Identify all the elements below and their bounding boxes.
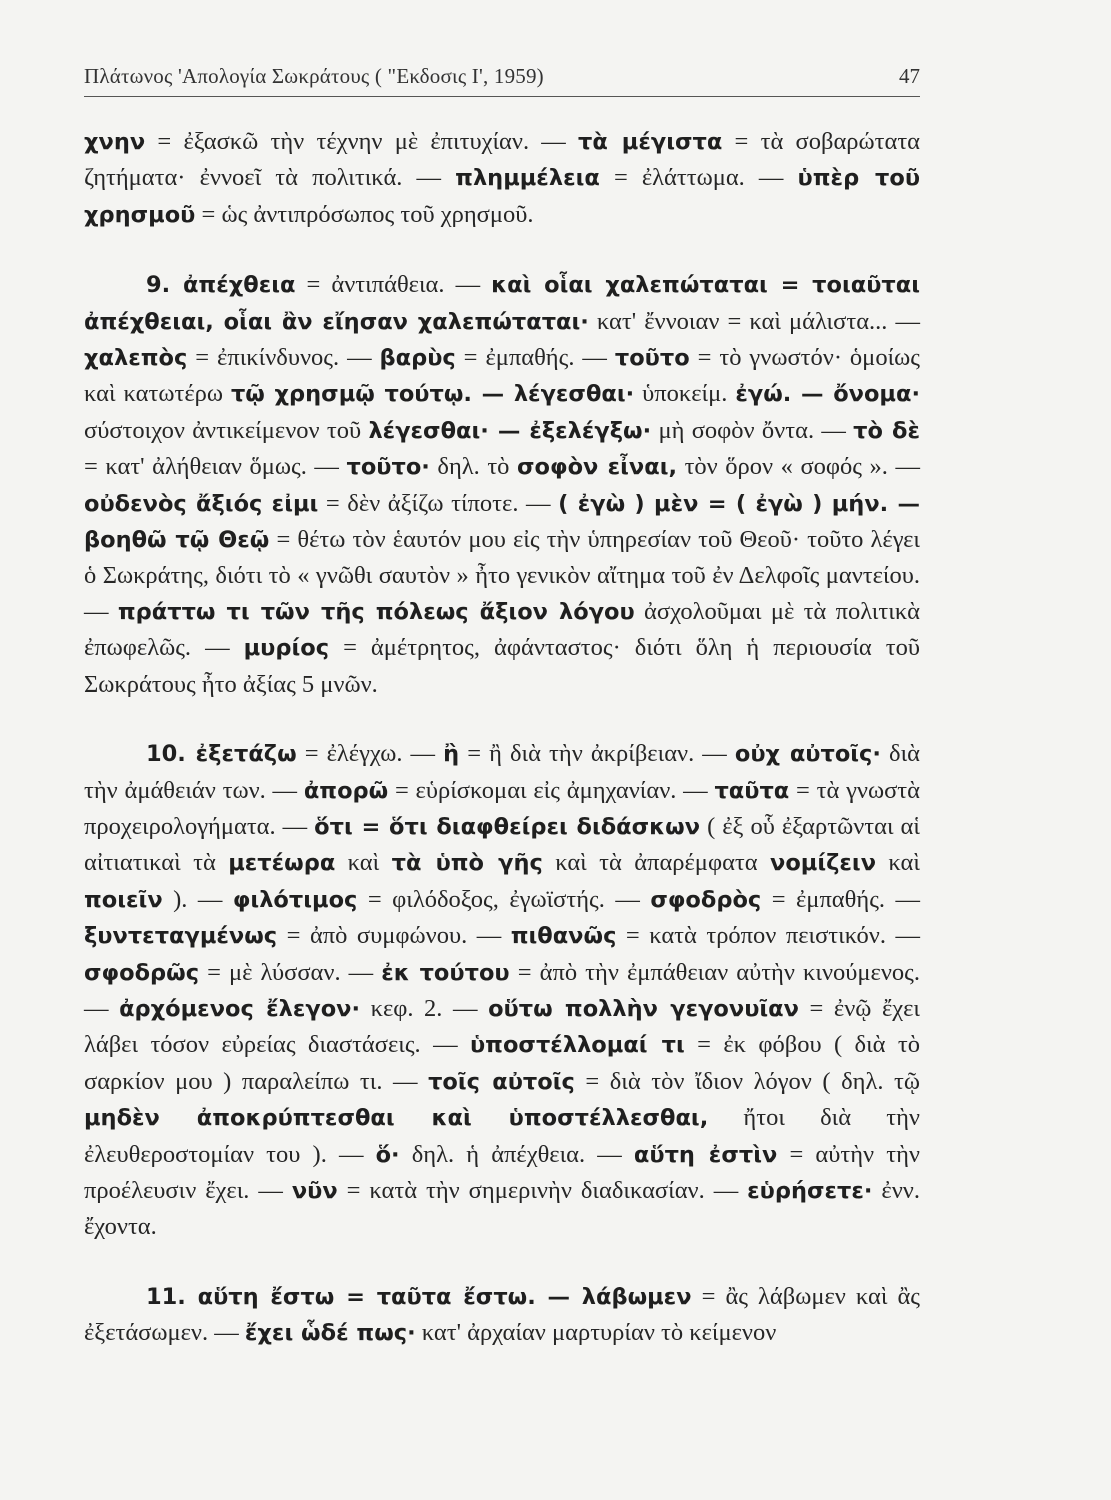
lemma-term: ἢ	[443, 741, 460, 768]
gloss-text: = φιλόδοξος, ἐγωϊστής. —	[357, 885, 651, 913]
lemma-term: ὑποστέλλομαί τι	[469, 1032, 685, 1059]
gloss-text: ἤτοι διὰ τὴν ἐλευθεροστομίαν του ). —	[84, 1104, 920, 1168]
gloss-text: κεφ. 2. —	[360, 994, 489, 1022]
lemma-term: αὕτη ἐστὶν	[633, 1141, 778, 1168]
lemma-term: ἐκ τούτου	[381, 959, 510, 986]
lemma-term: νῦν	[291, 1177, 338, 1204]
gloss-text: = κατὰ τρόπον πειστικόν. —	[616, 922, 920, 950]
gloss-text: = ἢ διὰ τὴν ἀκρίβειαν. —	[459, 740, 735, 768]
lemma-term: τοῦτο	[614, 345, 690, 372]
paragraph-11	[84, 1279, 920, 1352]
lemma-term: σφοδρῶς	[84, 959, 200, 986]
lemma-term: τῷ χρησμῷ τούτῳ. — λέγεσθαι·	[230, 381, 635, 408]
gloss-text: ἀσχολοῦμαι μὲ τὰ πολιτικὰ ἐπωφελῶς. —	[84, 597, 921, 662]
gloss-text: μὴ σοφὸν ὄντα. —	[651, 416, 854, 444]
gloss-text: = διὰ τὸν ἴδιον λόγον ( δηλ. τῷ	[574, 1067, 920, 1095]
paragraph-9	[84, 267, 920, 702]
lemma-term: ὑπὲρ τοῦ χρησμοῦ	[84, 165, 921, 228]
lemma-term: πλημμέλεια	[455, 165, 600, 192]
gloss-text: = ἐνῷ ἔχει λάβει τόσον εὐρείας διαστάσεις. —	[84, 994, 921, 1059]
gloss-text: = μὲ λύσσαν. —	[199, 958, 382, 986]
gloss-text: = ἀπὸ συμφώνου. —	[277, 922, 511, 950]
lemma-term: πράττω τι τῶν τῆς πόλεως ἄξιον λόγου	[117, 598, 635, 625]
lemma-term: ἀπορῶ	[303, 777, 389, 804]
gloss-text: = ἐλάττωμα. —	[599, 164, 798, 192]
lemma-term: καὶ οἷαι χαλεπώταται = τοιαῦται ἀπέχθειαι, οἷαι ἂν εἴησαν χαλεπώταται·	[84, 272, 921, 335]
lemma-term: τοῦτο·	[346, 454, 430, 481]
gloss-text: = ἀμέτρητος, ἀφάνταστος· διότι ὅλη ἡ περιουσία τοῦ Σωκράτους ἦτο ἀξίας 5 μνῶν.	[84, 634, 921, 698]
gloss-text: = ἀπὸ τὴν ἐμπάθειαν αὐτὴν κινούμενος. —	[84, 958, 920, 1022]
gloss-text: = τὰ γνωστὰ προχειρολογήματα. —	[84, 776, 920, 840]
gloss-text: καὶ	[876, 849, 920, 877]
gloss-text: δηλ. ἡ ἀπέχθεια. —	[399, 1140, 634, 1168]
lemma-term: οὕτω πολλὴν γεγονυῖαν	[488, 995, 799, 1022]
running-header	[84, 62, 920, 97]
lemma-term: χνην	[84, 129, 146, 155]
lemma-term: τὸ δὲ	[853, 417, 920, 444]
gloss-text: = δὲν ἀξίζω τίποτε. —	[318, 489, 559, 517]
lemma-term: φιλότιμος	[232, 886, 358, 913]
lemma-term: ὅ·	[375, 1141, 400, 1168]
page-number: 47	[899, 64, 920, 88]
lemma-term: σφοδρὸς	[650, 886, 762, 913]
paragraph-10	[84, 736, 920, 1245]
lemma-term: μηδὲν ἀποκρύπτεσθαι καὶ ὑποστέλλεσθαι,	[84, 1105, 709, 1132]
lemma-term: οὐδενὸς ἄξιός εἰμι	[84, 490, 319, 517]
lemma-term: 11. αὕτη ἔστω = ταῦτα ἔστω. — λάβωμεν	[146, 1283, 692, 1310]
gloss-text: δηλ. τὸ	[429, 453, 517, 481]
lemma-term: νομίζειν	[770, 850, 877, 877]
gloss-text: = ἂς λάβωμεν καὶ ἂς ἐξετάσωμεν. —	[84, 1282, 921, 1347]
lemma-term: ξυντεταγμένως	[84, 923, 278, 950]
lemma-term: τὰ μέγιστα	[578, 129, 723, 155]
gloss-text: = τὸ γνωστόν· ὁμοίως καὶ κατωτέρω	[84, 344, 920, 408]
lemma-term: τὰ ὑπὸ γῆς	[391, 850, 543, 877]
lemma-term: ποιεῖν	[84, 886, 163, 913]
lemma-term: εὑρήσετε·	[747, 1177, 873, 1204]
gloss-text: ). —	[162, 885, 233, 913]
lemma-term: λέγεσθαι· — ἐξελέγξω·	[368, 417, 652, 444]
gloss-text: κατ' ἔννοιαν = καὶ μάλιστα... —	[588, 307, 920, 335]
lemma-term: ταῦτα	[714, 777, 790, 804]
gloss-text: = κατ' ἀλήθειαν ὅμως. —	[84, 453, 347, 481]
gloss-text: καὶ τὰ ἀπαρέμφατα	[542, 849, 770, 877]
commentary-text	[84, 124, 920, 1352]
lemma-term: τοῖς αὐτοῖς	[428, 1068, 575, 1095]
lemma-term: σοφὸν εἶναι,	[517, 454, 678, 481]
lemma-term: ( ἐγὼ ) μὲν = ( ἐγὼ ) μήν. — βοηθῶ τῷ Θεῷ	[84, 490, 921, 554]
gloss-text: = θέτω τὸν ἑαυτόν μου εἰς τὴν ὑπηρεσίαν τοῦ Θεοῦ· τοῦτο λέγει ὁ Σωκράτης, διότι τὸ « γνῶθι σαυτὸν » ἦτο γενικὸν αἴτημα τοῦ ἐν Δελφοῖς μαντείου. —	[84, 526, 920, 625]
lemma-term: μετέωρα	[228, 850, 336, 877]
lemma-term: ἔχει ὧδέ πως·	[244, 1320, 416, 1347]
gloss-text: τὸν ὅρον « σοφός ». —	[677, 453, 920, 481]
lemma-term: 9. ἀπέχθεια	[146, 272, 296, 299]
gloss-text: = ἐκ φόβου ( διὰ τὸ σαρκίον μου ) παραλείπω τι. —	[84, 1031, 920, 1095]
running-title: Πλάτωνος 'Απολογία Σωκράτους ( "Εκδοσις Ι', 1959)	[84, 64, 544, 88]
gloss-text: κατ' ἀρχαίαν μαρτυρίαν τὸ κείμενον	[415, 1319, 777, 1347]
gloss-text: = ἐμπαθής. —	[455, 344, 615, 372]
gloss-text: = ἐξασκῶ τὴν τέχνην μὲ ἐπιτυχίαν. —	[145, 128, 579, 155]
gloss-text: = κατὰ τὴν σημερινὴν διαδικασίαν. —	[337, 1176, 748, 1204]
gloss-text: = αὐτὴν τὴν προέλευσιν ἔχει. —	[84, 1140, 920, 1204]
gloss-text: ἐνν. ἔχοντα.	[84, 1176, 920, 1241]
lemma-term: πιθανῶς	[510, 923, 617, 950]
gloss-text: = τὰ σοβαρώτατα ζητήματα· ἐννοεῖ τὰ πολιτικά. —	[84, 128, 920, 192]
gloss-text: διὰ τὴν ἀμάθειάν των. —	[84, 740, 920, 804]
lemma-term: μυρίος	[243, 635, 330, 662]
gloss-text: = ἐλέγχω. —	[296, 740, 444, 768]
lemma-term: 10. ἐξετάζω	[146, 741, 297, 768]
gloss-text: καὶ	[335, 849, 392, 877]
lemma-term: ὅτι = ὅτι διαφθείρει διδάσκων	[314, 813, 701, 840]
gloss-text: = ἐμπαθής. —	[761, 885, 920, 913]
lemma-term: ἐγώ. — ὄνομα·	[735, 381, 920, 408]
gloss-text: = ἐπικίνδυνος. —	[187, 344, 380, 372]
gloss-text: = εὑρίσκομαι εἰς ἀμηχανίαν. —	[388, 776, 715, 804]
paragraph-continuation	[84, 124, 920, 233]
gloss-text: = ἀντιπάθεια. —	[295, 271, 492, 299]
lemma-term: ἀρχόμενος ἔλεγον·	[119, 995, 361, 1022]
gloss-text: ὑποκείμ.	[634, 380, 736, 408]
gloss-text: = ὡς ἀντιπρόσωπος τοῦ χρησμοῦ.	[195, 200, 534, 228]
gloss-text: σύστοιχον ἀντικείμενον τοῦ	[84, 416, 369, 444]
lemma-term: χαλεπὸς	[84, 345, 188, 372]
lemma-term: βαρὺς	[379, 345, 456, 372]
lemma-term: οὐχ αὐτοῖς·	[734, 741, 881, 768]
gloss-text: ( ἐξ οὗ ἐξαρτῶνται αἱ αἰτιατικαὶ τὰ	[84, 812, 920, 877]
